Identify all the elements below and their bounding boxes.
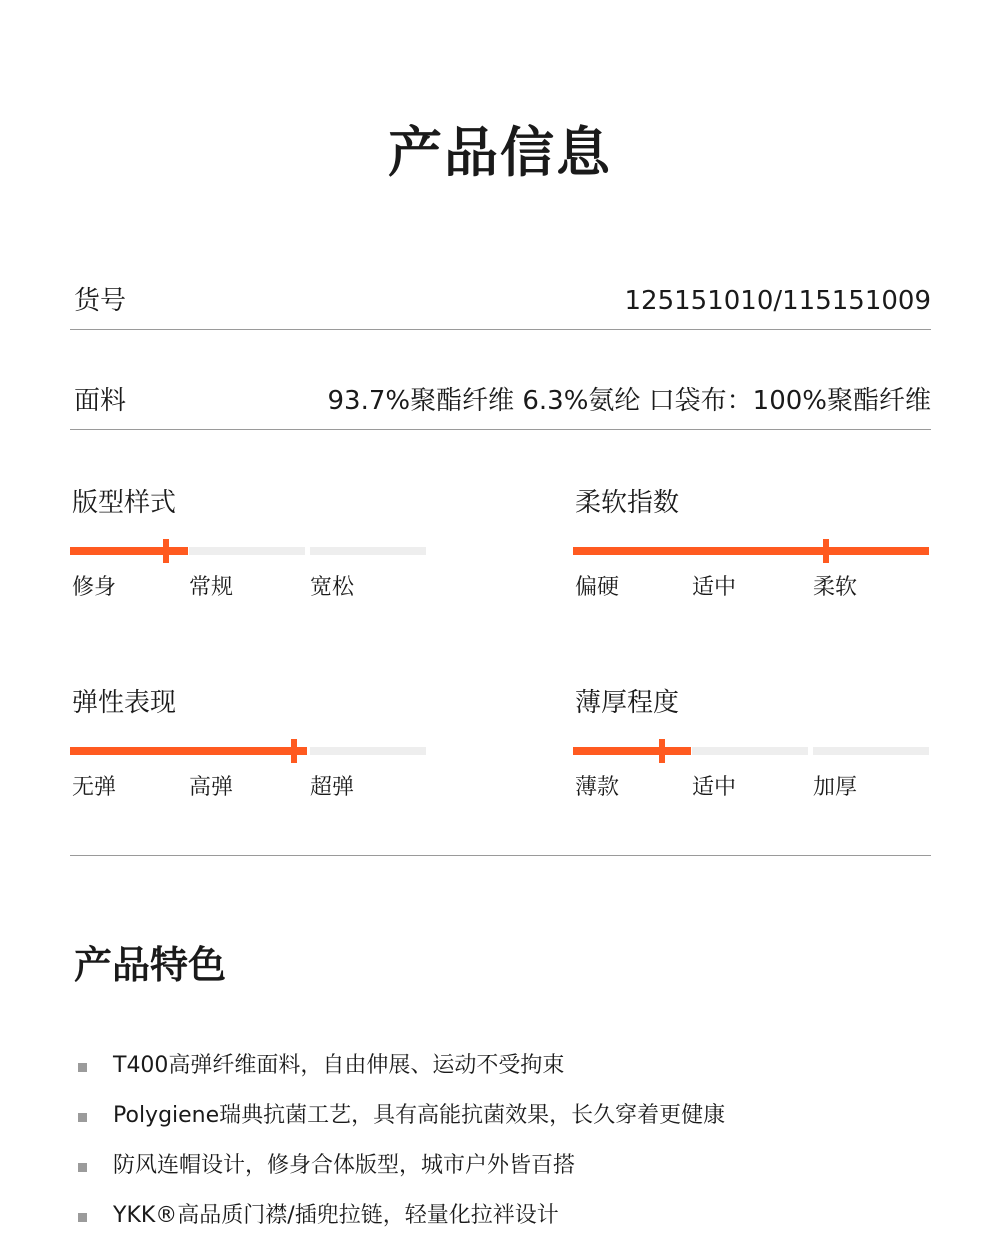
bar-segment	[813, 747, 929, 755]
level-marker-bar	[650, 747, 674, 755]
bar-segment	[310, 747, 426, 755]
metric-label: 柔软指数	[575, 488, 680, 518]
square-bullet-icon	[78, 1063, 87, 1072]
feature-text: T400高弹纤维面料，自由伸展、运动不受拘束	[113, 1053, 565, 1078]
info-label: 面料	[74, 386, 127, 416]
feature-list	[78, 1045, 958, 1245]
metric-thickness	[573, 685, 929, 805]
section-divider	[70, 855, 931, 856]
bar-segment	[692, 747, 808, 755]
option-label: 加厚	[813, 775, 858, 800]
metric-label: 弹性表现	[72, 688, 177, 718]
metric-elasticity	[70, 685, 426, 805]
option-label: 适中	[692, 775, 737, 800]
level-bar	[70, 747, 426, 755]
option-label: 适中	[692, 575, 737, 600]
option-label: 超弹	[310, 775, 355, 800]
level-marker-bar	[154, 547, 178, 555]
option-label: 偏硬	[575, 575, 620, 600]
list-item	[78, 1145, 958, 1195]
info-label: 货号	[74, 286, 127, 316]
option-label: 修身	[72, 575, 117, 600]
level-bar	[573, 747, 929, 755]
option-label: 无弹	[72, 775, 117, 800]
info-row-item-number	[70, 273, 931, 330]
level-marker-bar	[282, 747, 306, 755]
metric-softness	[573, 485, 929, 605]
metric-label: 版型样式	[72, 488, 177, 518]
square-bullet-icon	[78, 1113, 87, 1122]
info-value: 125151010/115151009	[624, 286, 931, 316]
square-bullet-icon	[78, 1163, 87, 1172]
list-item	[78, 1095, 958, 1145]
level-marker-bar	[814, 547, 838, 555]
metric-label: 薄厚程度	[575, 688, 680, 718]
level-bar	[70, 547, 426, 555]
option-label: 宽松	[310, 575, 355, 600]
feature-text: Polygiene瑞典抗菌工艺，具有高能抗菌效果，长久穿着更健康	[113, 1103, 726, 1128]
feature-text: YKK®高品质门襟/插兜拉链，轻量化拉袢设计	[113, 1203, 559, 1228]
bar-segment	[310, 547, 426, 555]
list-item	[78, 1195, 958, 1245]
bar-segment	[189, 547, 305, 555]
info-value: 93.7%聚酯纤维 6.3%氨纶 口袋布：100%聚酯纤维	[327, 386, 931, 416]
option-label: 柔软	[813, 575, 858, 600]
level-fill	[573, 547, 929, 555]
level-fill	[70, 747, 307, 755]
info-row-fabric	[70, 373, 931, 430]
square-bullet-icon	[78, 1213, 87, 1222]
features-title: 产品特色	[74, 943, 227, 987]
metric-fit	[70, 485, 426, 605]
list-item	[78, 1045, 958, 1095]
level-bar	[573, 547, 929, 555]
option-label: 薄款	[575, 775, 620, 800]
page-title: 产品信息	[388, 121, 612, 184]
option-label: 高弹	[189, 775, 234, 800]
option-label: 常规	[189, 575, 234, 600]
feature-text: 防风连帽设计，修身合体版型，城市户外皆百搭	[113, 1153, 576, 1178]
